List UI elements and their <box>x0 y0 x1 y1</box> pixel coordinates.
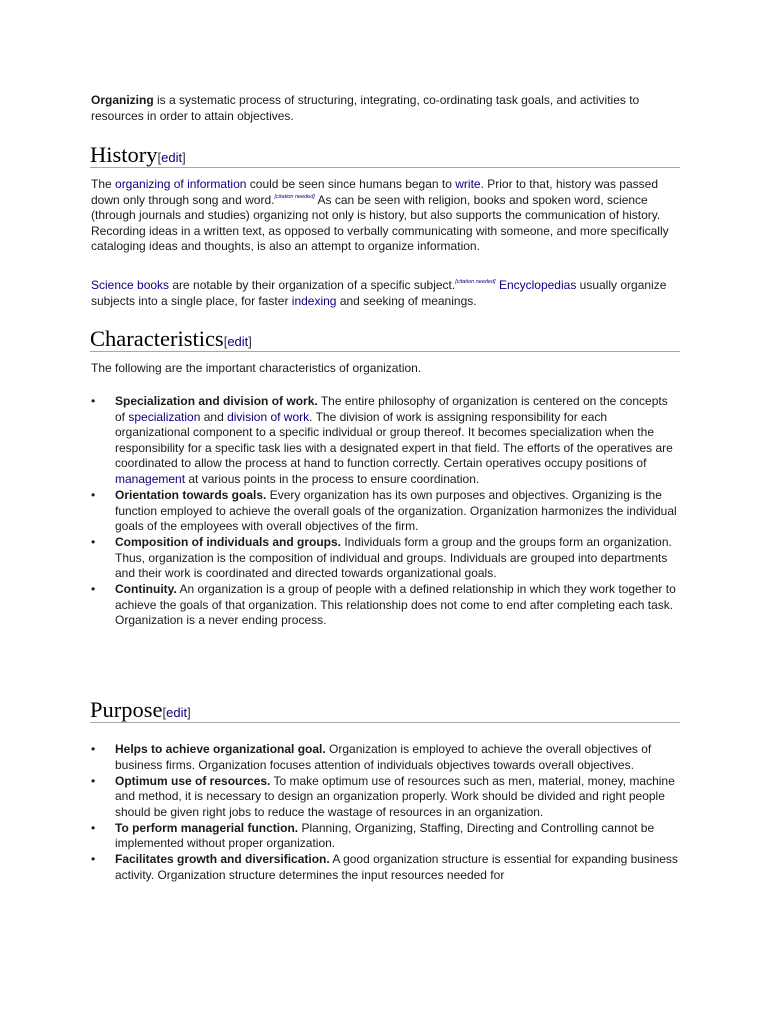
history-title: History <box>90 142 158 167</box>
characteristics-heading <box>90 327 680 352</box>
history-paragraph-2 <box>91 278 681 309</box>
list-item-text: and <box>200 409 228 424</box>
history-p1-text-3: . Prior to that, history was passed down only through song and word. <box>91 177 659 207</box>
bullet-icon: • <box>91 582 96 597</box>
list-item-title: Helps to achieve organizational goal. <box>115 742 326 756</box>
history-paragraph-1 <box>91 177 681 255</box>
science-books-link[interactable]: Science books <box>91 278 170 292</box>
specialization-link[interactable]: specialization <box>128 409 201 424</box>
lead-term: Organizing <box>91 93 154 107</box>
bullet-icon: • <box>91 487 96 502</box>
history-p1-text-2: could be seen since humans began to <box>246 177 456 191</box>
history-p2-text-4: and seeking of meanings. <box>336 293 477 308</box>
bullet-icon: • <box>91 394 96 408</box>
purpose-heading <box>90 698 680 723</box>
history-edit-link[interactable]: edit <box>161 150 183 165</box>
list-item <box>91 774 681 821</box>
list-item-title: Specialization and division of work. <box>115 394 318 408</box>
list-item <box>91 852 681 883</box>
write-link[interactable]: write <box>455 177 481 191</box>
encyclopedias-link[interactable]: Encyclopedias <box>498 278 577 292</box>
list-item-text: at various points in the process to ensure coordination. <box>185 471 480 486</box>
citation-needed-note[interactable]: [citation needed] <box>274 193 315 200</box>
purpose-title: Purpose <box>90 697 163 722</box>
list-item-text: A good organization structure is essential for expanding business activity. Organization structure determines the input resources needed for <box>115 852 678 882</box>
organizing-of-information-link[interactable]: organizing of information <box>115 177 247 191</box>
history-p2-text-1: are notable by their organization of a specific subject. <box>169 278 456 292</box>
bullet-icon: • <box>91 742 96 756</box>
indexing-link[interactable]: indexing <box>291 293 337 308</box>
list-item-title: To perform managerial function. <box>115 820 299 835</box>
citation-needed-note[interactable]: [citation needed] <box>455 279 496 285</box>
list-item <box>91 742 681 773</box>
purpose-list <box>91 742 681 884</box>
history-heading <box>90 143 680 168</box>
characteristics-intro: The following are the important characteristics of organization. <box>91 361 422 375</box>
list-item-text: Individuals form a group and the groups form an organization. Thus, organization is the composition of individual and groups. Individuals are grouped into departments and their work is coordinated and directed towards organizational goals. <box>115 535 672 581</box>
characteristics-list <box>91 394 681 629</box>
lead-paragraph <box>91 93 651 124</box>
list-item-title: Facilitates growth and diversification. <box>115 852 330 867</box>
list-item <box>91 821 681 852</box>
characteristics-title: Characteristics <box>90 326 224 351</box>
list-item <box>91 535 681 582</box>
bullet-icon: • <box>91 820 96 835</box>
division-of-work-link[interactable]: division of work <box>227 409 310 424</box>
list-item-text: An organization is a group of people with a defined relationship in which they work together to achieve the goals of that organization. This relationship does not come to end after completing each task. Organization is a never ending process. <box>115 582 676 628</box>
characteristics-edit-link-wrapper: [edit] <box>223 334 252 349</box>
list-item-title: Continuity. <box>115 582 177 597</box>
list-item-text: Every organization has its own purposes and objectives. Organizing is the function employed to achieve the overall goals of the organization. Organization harmonizes the individual goals of the employees with overall objectives of the firm. <box>115 487 677 534</box>
lead-text: is a systematic process of structuring, integrating, co-ordinating task goals, and activities to resources in order to attain objectives. <box>91 93 640 123</box>
history-edit-link-wrapper: [edit] <box>157 150 186 165</box>
list-item <box>91 582 681 629</box>
bullet-icon: • <box>91 773 96 788</box>
history-p2-text-3: usually organize subjects into a single place, for faster <box>91 278 667 308</box>
list-item-title: Orientation towards goals. <box>115 487 267 502</box>
list-item-text: To make optimum use of resources such as men, material, money, machine and method, it is necessary to design an organization properly. Work should be divided and right people should be given right jobs to reduce the wastage of resources in an organization. <box>115 773 675 819</box>
history-p1-text-1: The <box>91 177 116 191</box>
list-item-text: Organization is employed to achieve the overall objectives of business firms. Organization focuses attention of individuals objectives towards overall objectives. <box>115 742 652 772</box>
list-item-title: Composition of individuals and groups. <box>115 535 341 550</box>
purpose-edit-link[interactable]: edit <box>166 705 188 720</box>
bullet-icon: • <box>91 535 96 550</box>
list-item <box>91 394 681 488</box>
characteristics-edit-link[interactable]: edit <box>227 334 249 349</box>
list-item-text: The entire philosophy of organization is centered on the concepts of <box>115 394 668 424</box>
list-item <box>91 488 681 535</box>
management-link[interactable]: management <box>115 471 186 486</box>
list-item-text: . The division of work is assigning responsibility for each organizational component to a specific individual or group thereof. It becomes specialization when the responsibility for a specific task lies with a designated expert in that field. The efforts of the operatives are coordinated to allow the process at hand to function correctly. Certain operatives occupy positions of <box>115 409 673 471</box>
history-p1-text-4: As can be seen with religion, books and spoken word, science (through journals and studies) organizing not only is history, but also supports the communication of history. Recording ideas in a written text, as opposed to verbally communicating with someone, and more specifically cataloging ideas and thoughts, is also an attempt to organize information. <box>91 192 669 254</box>
list-item-text: Planning, Organizing, Staffing, Directing and Controlling cannot be implemented without proper organization. <box>115 820 655 851</box>
bullet-icon: • <box>91 852 96 867</box>
list-item-title: Optimum use of resources. <box>115 773 271 788</box>
purpose-edit-link-wrapper: [edit] <box>162 705 191 720</box>
